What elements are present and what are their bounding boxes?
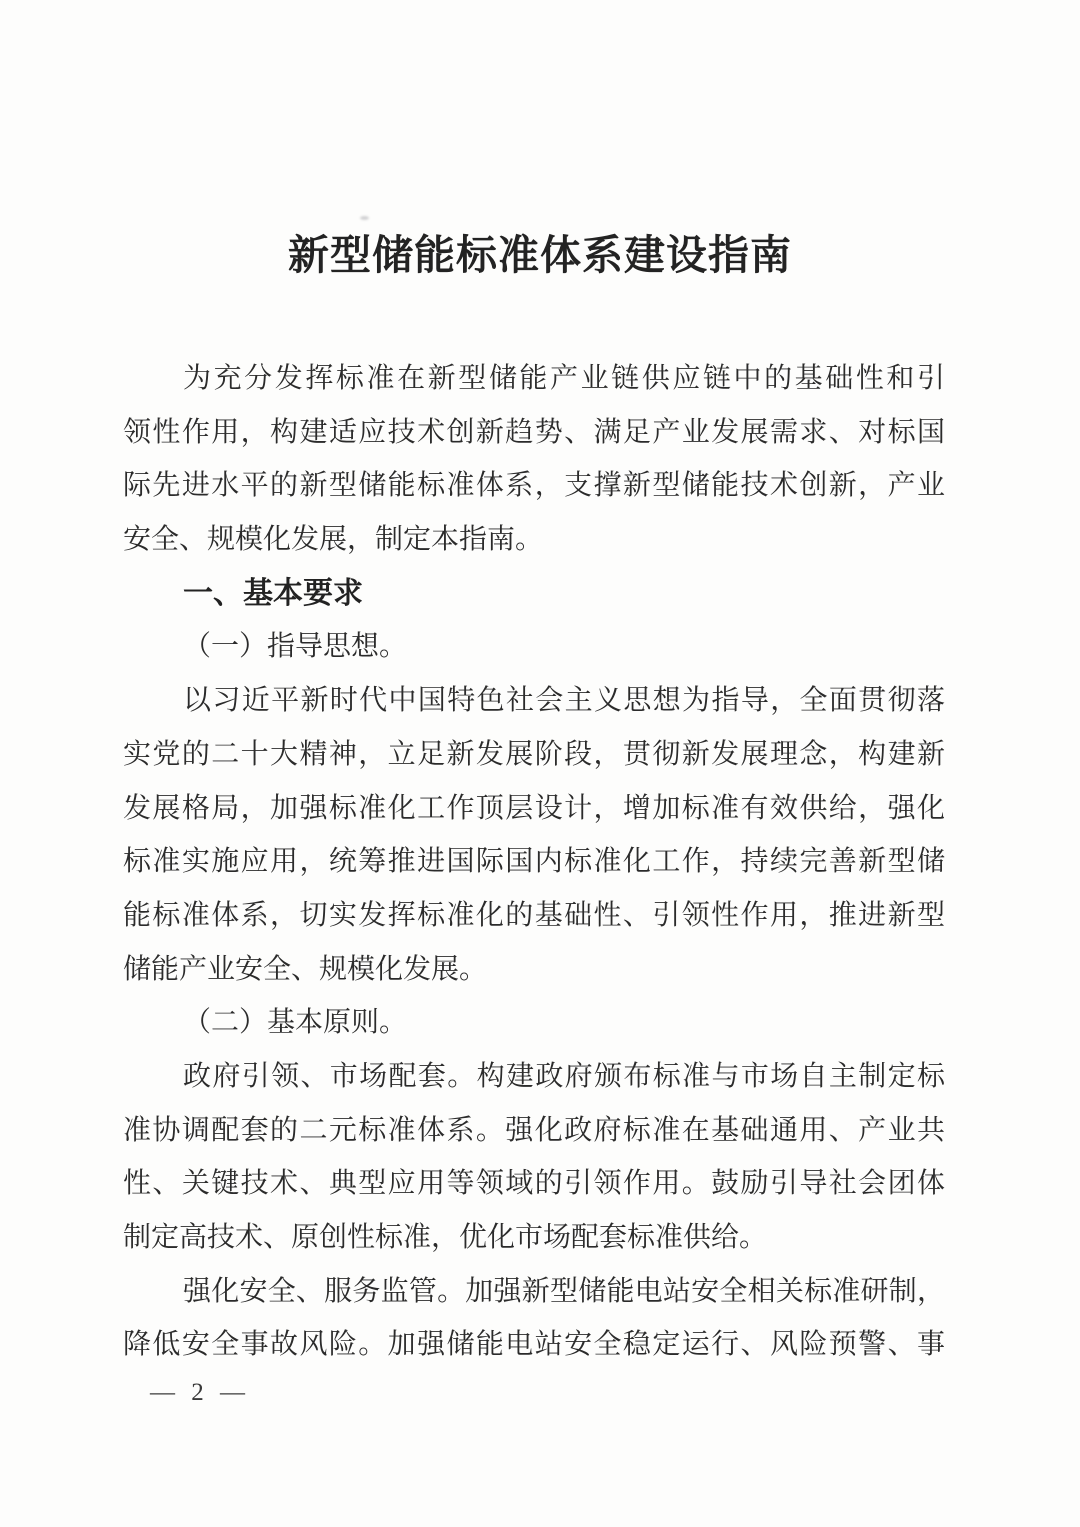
body-line: 为充分发挥标准在新型储能产业链供应链中的基础性和引 bbox=[183, 363, 945, 394]
document-title: 新型储能标准体系建设指南 bbox=[288, 232, 792, 278]
body-line: 能标准体系，切实发挥标准化的基础性、引领性作用，推进新型 bbox=[123, 899, 945, 931]
subsection-heading: （一）指导思想。 bbox=[183, 631, 408, 663]
body-line: 降低安全事故风险。加强储能电站安全稳定运行、风险预警、事 bbox=[123, 1329, 945, 1361]
document-body bbox=[123, 352, 945, 1372]
body-line: 实党的二十大精神，立足新发展阶段，贯彻新发展理念，构建新 bbox=[123, 738, 945, 770]
body-line: 领性作用，构建适应技术创新趋势、满足产业发展需求、对标国 bbox=[123, 416, 945, 448]
body-line: 际先进水平的新型储能标准体系，支撑新型储能技术创新，产业 bbox=[123, 470, 945, 502]
body-line: 安全、规模化发展，制定本指南。 bbox=[123, 524, 544, 556]
subsection-heading: （二）基本原则。 bbox=[183, 1007, 408, 1039]
body-line: 以习近平新时代中国特色社会主义思想为指导，全面贯彻落 bbox=[183, 685, 945, 717]
section-heading: 一、基本要求 bbox=[183, 576, 363, 610]
body-line: 制定高技术、原创性标准，优化市场配套标准供给。 bbox=[123, 1222, 768, 1253]
body-line: 性、关键技术、典型应用等领域的引领作用。鼓励引导社会团体 bbox=[123, 1168, 945, 1200]
body-line: 强化安全、服务监管。加强新型储能电站安全相关标准研制， bbox=[183, 1275, 945, 1307]
body-line: 储能产业安全、规模化发展。 bbox=[123, 953, 488, 985]
scan-artifact-dot bbox=[360, 216, 369, 220]
page-number: — 2 — bbox=[150, 1379, 250, 1406]
body-line: 政府引领、市场配套。构建政府颁布标准与市场自主制定标 bbox=[183, 1060, 945, 1092]
body-line: 标准实施应用，统筹推进国际国内标准化工作，持续完善新型储 bbox=[123, 846, 945, 878]
body-line: 发展格局，加强标准化工作顶层设计，增加标准有效供给，强化 bbox=[123, 792, 945, 824]
body-line: 准协调配套的二元标准体系。强化政府标准在基础通用、产业共 bbox=[123, 1114, 945, 1146]
